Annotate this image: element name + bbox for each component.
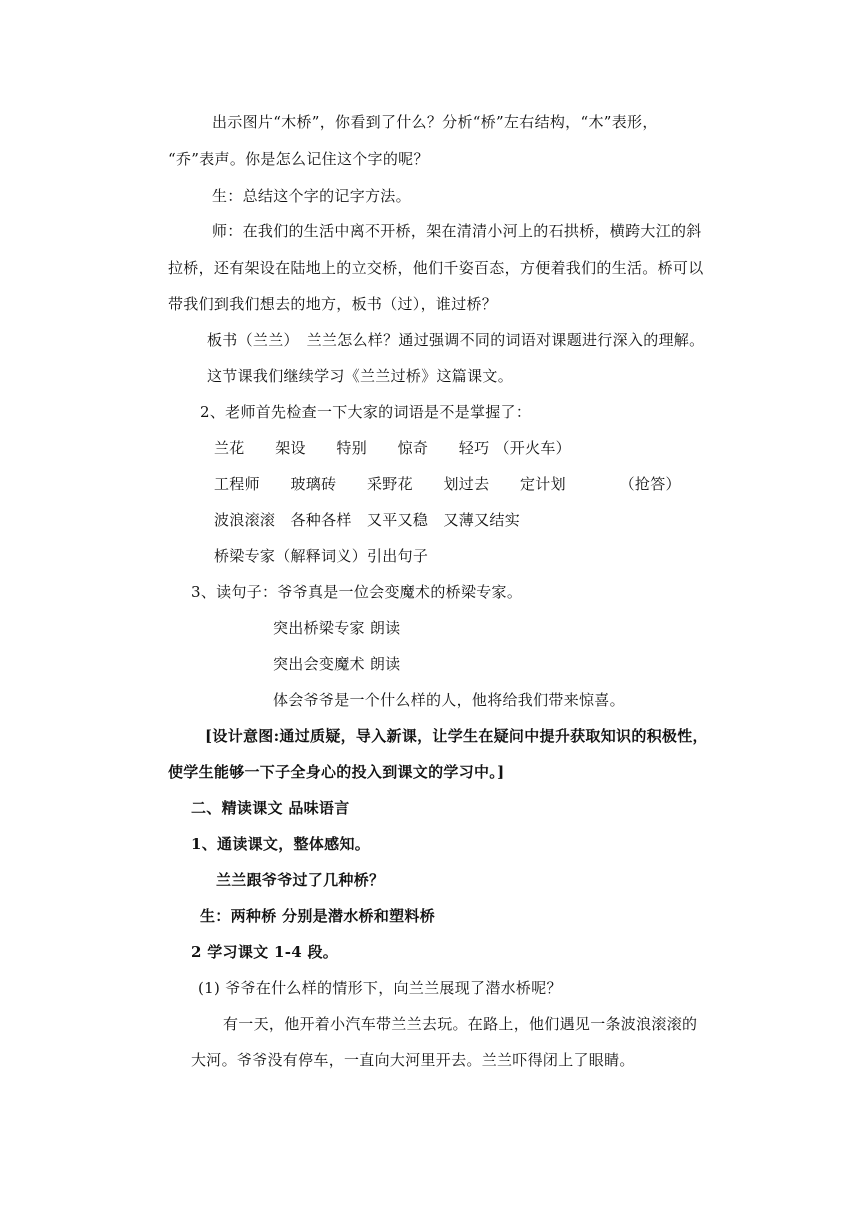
text-line: 生：总结这个字的记字方法。 xyxy=(212,187,411,205)
text-line: 大河。爷爷没有停车，一直向大河里开去。兰兰吓得闭上了眼睛。 xyxy=(191,1051,635,1069)
text-line: 出示图片“木桥”，你看到了什么？分析“桥”左右结构，“木”表形， xyxy=(212,113,658,131)
text-line: 带我们到我们想去的地方，板书（过），谁过桥？ xyxy=(168,295,498,313)
answer-line: 生：两种桥 分别是潜水桥和塑料桥 xyxy=(200,907,436,925)
question-line: (1) 爷爷在什么样的情形下，向兰兰展现了潜水桥呢？ xyxy=(198,979,562,997)
text-line: 桥梁专家（解释词义）引出句子 xyxy=(214,547,429,565)
text-line: 拉桥，还有架设在陆地上的立交桥，他们千姿百态，方便着我们的生活。桥可以 xyxy=(168,259,704,277)
vocabulary-row: 工程师 玻璃砖 采野花 划过去 定计划 （抢答） xyxy=(214,475,681,493)
text-line: “乔”表声。你是怎么记住这个字的呢？ xyxy=(168,150,429,168)
text-line: 板书（兰兰） 兰兰怎么样？通过强调不同的词语对课题进行深入的理解。 xyxy=(207,331,705,349)
text-line: 有一天，他开着小汽车带兰兰去玩。在路上，他们遇见一条波浪滚滚的 xyxy=(223,1015,698,1033)
text-line: 突出会变魔术 朗读 xyxy=(273,655,401,673)
text-line: 3、读句子：爷爷真是一位会变魔术的桥梁专家。 xyxy=(191,583,523,601)
text-line: 这节课我们继续学习《兰兰过桥》这篇课文。 xyxy=(207,367,514,385)
design-intent-note: [设计意图:通过质疑，导入新课，让学生在疑问中提升获取知识的积极性， xyxy=(205,727,708,745)
vocabulary-row: 兰花 架设 特别 惊奇 轻巧 （开火车） xyxy=(214,439,571,457)
text-line: 2、老师首先检查一下大家的词语是不是掌握了： xyxy=(200,403,532,421)
section-heading: 二、精读课文 品味语言 xyxy=(191,799,350,817)
text-line: 体会爷爷是一个什么样的人，他将给我们带来惊喜。 xyxy=(273,691,625,709)
subsection-heading: 2 学习课文 1-4 段。 xyxy=(191,943,339,961)
text-line: 突出桥梁专家 朗读 xyxy=(273,619,401,637)
design-intent-note: 使学生能够一下子全身心的投入到课文的学习中。] xyxy=(168,763,505,781)
question-line: 兰兰跟爷爷过了几种桥？ xyxy=(216,871,385,889)
vocabulary-row: 波浪滚滚 各种各样 又平又稳 又薄又结实 xyxy=(214,511,521,529)
text-line: 师：在我们的生活中离不开桥，架在清清小河上的石拱桥，横跨大江的斜 xyxy=(212,222,702,240)
subsection-heading: 1、通读课文，整体感知。 xyxy=(191,835,371,853)
